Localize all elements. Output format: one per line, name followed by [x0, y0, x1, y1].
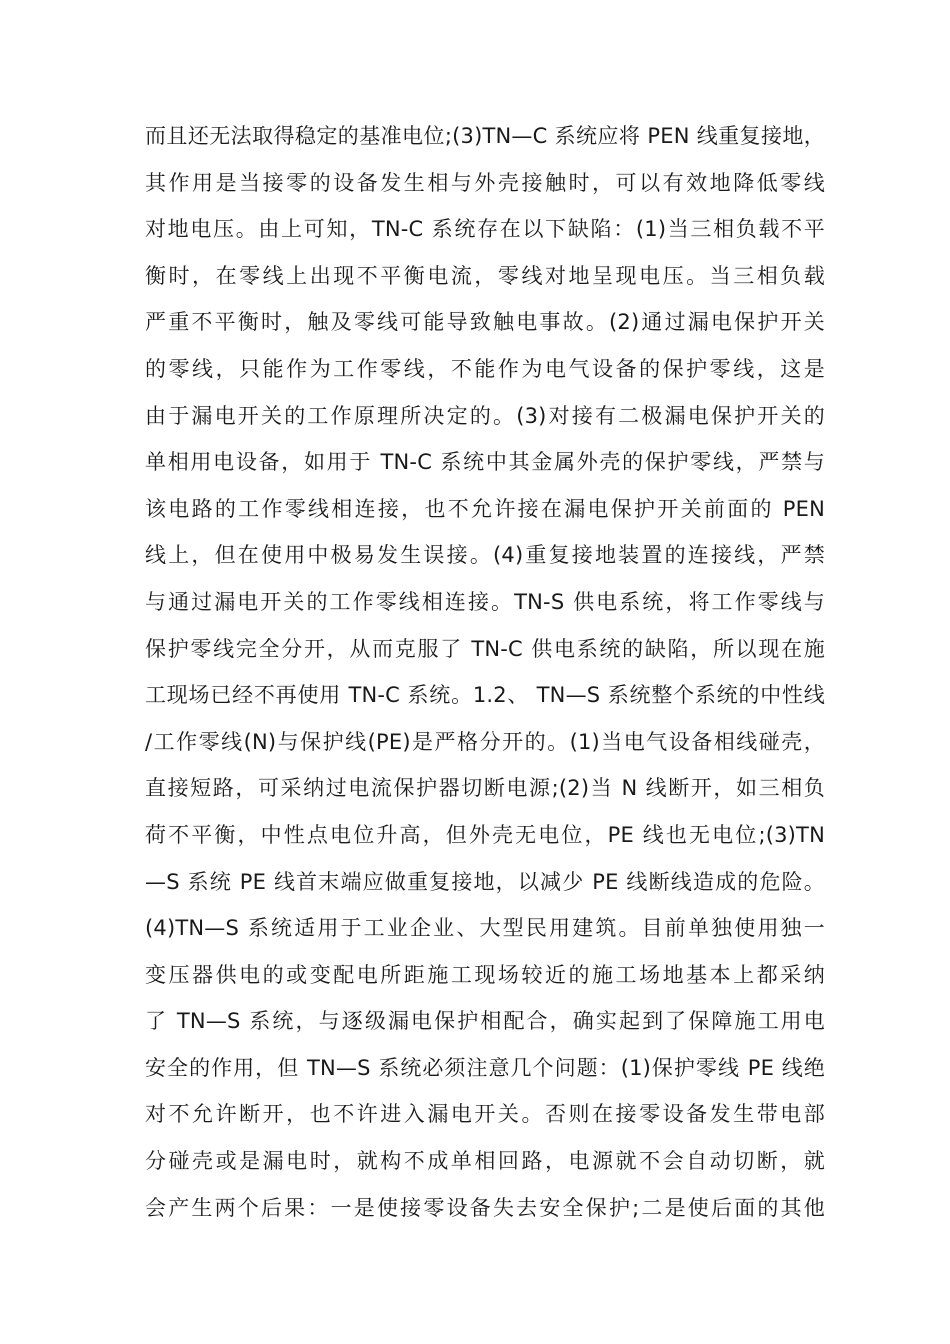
text-line: 单相用电设备，如用于 TN-C 系统中其金属外壳的保护零线，严禁与	[145, 450, 825, 475]
text-line: 保护零线完全分开，从而克服了 TN-C 供电系统的缺陷，所以现在施	[145, 636, 825, 661]
text-line: 由于漏电开关的工作原理所决定的。(3)对接有二极漏电保护开关的	[145, 403, 825, 428]
text-line: 安全的作用，但 TN—S 系统必须注意几个问题：(1)保护零线 PE 线绝	[145, 1055, 825, 1080]
text-line: 变压器供电的或变配电所距施工现场较近的施工场地基本上都采纳	[145, 962, 825, 987]
text-line: 工现场已经不再使用 TN-C 系统。1.2、 TN—S 系统整个系统的中性线	[145, 683, 825, 708]
text-line: 会产生两个后果：一是使接零设备失去安全保护;二是使后面的其他	[145, 1195, 825, 1220]
body-text	[145, 113, 825, 1231]
text-line: 分碰壳或是漏电时，就构不成单相回路，电源就不会自动切断，就	[145, 1149, 825, 1174]
text-line: (4)TN—S 系统适用于工业企业、大型民用建筑。目前单独使用独一	[145, 916, 825, 941]
text-line: 严重不平衡时，触及零线可能导致触电事故。(2)通过漏电保护开关	[145, 310, 825, 335]
text-line: 了 TN—S 系统，与逐级漏电保护相配合，确实起到了保障施工用电	[145, 1009, 825, 1034]
text-line: —S 系统 PE 线首末端应做重复接地，以减少 PE 线断线造成的危险。	[145, 869, 825, 894]
text-line: 直接短路，可采纳过电流保护器切断电源;(2)当 N 线断开，如三相负	[145, 776, 825, 801]
text-line: 其作用是当接零的设备发生相与外壳接触时，可以有效地降低零线	[145, 170, 825, 195]
text-line: 对地电压。由上可知，TN-C 系统存在以下缺陷：(1)当三相负载不平	[145, 217, 825, 242]
text-line: 衡时，在零线上出现不平衡电流，零线对地呈现电压。当三相负载	[145, 263, 825, 288]
text-line: 对不允许断开，也不许进入漏电开关。否则在接零设备发生带电部	[145, 1102, 825, 1127]
text-line: 线上，但在使用中极易发生误接。(4)重复接地装置的连接线，严禁	[145, 543, 825, 568]
text-line: 荷不平衡，中性点电位升高，但外壳无电位，PE 线也无电位;(3)TN	[145, 822, 825, 847]
text-line: 该电路的工作零线相连接，也不允许接在漏电保护开关前面的 PEN	[145, 496, 825, 521]
text-line: /工作零线(N)与保护线(PE)是严格分开的。(1)当电气设备相线碰壳，	[145, 729, 825, 754]
text-line: 与通过漏电开关的工作零线相连接。TN-S 供电系统，将工作零线与	[145, 589, 825, 614]
text-line: 而且还无法取得稳定的基准电位;(3)TN—C 系统应将 PEN 线重复接地，	[145, 124, 825, 148]
text-line: 的零线，只能作为工作零线，不能作为电气设备的保护零线，这是	[145, 356, 825, 381]
